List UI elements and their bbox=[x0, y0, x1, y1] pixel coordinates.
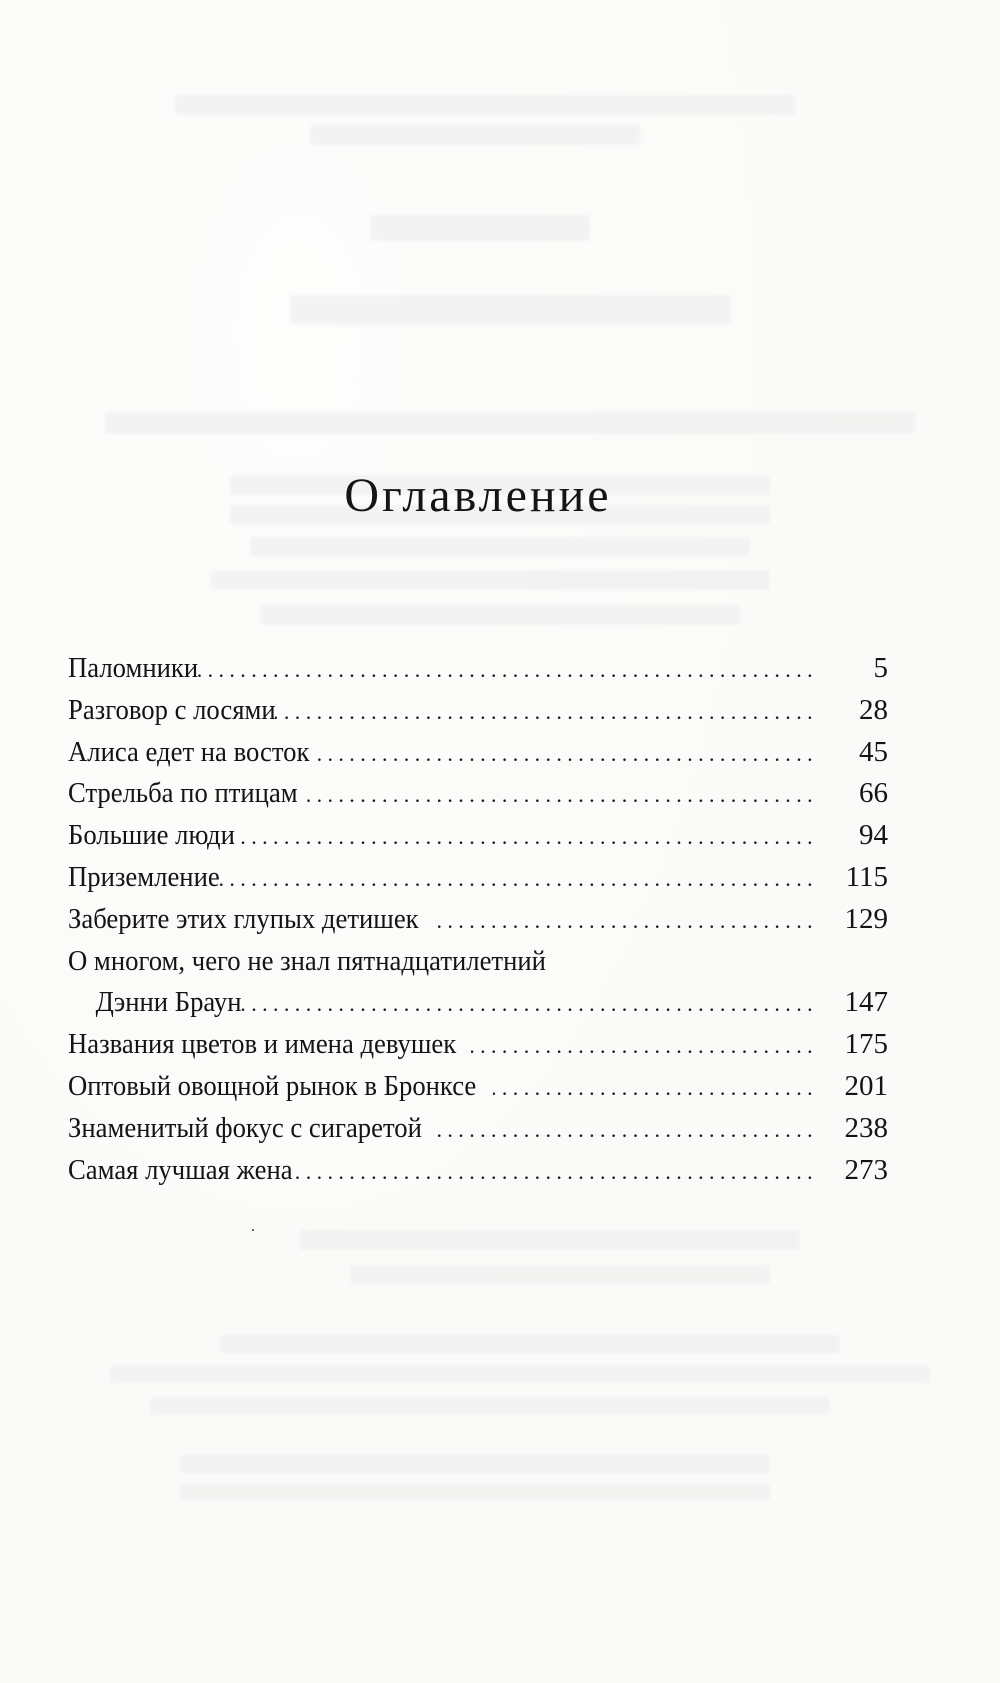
toc-entry-title: Большие люди bbox=[68, 819, 235, 852]
show-through bbox=[110, 1365, 930, 1383]
toc-entry-title: Знаменитый фокус с сигаретой bbox=[68, 1111, 422, 1144]
toc-entry[interactable] bbox=[68, 1150, 888, 1192]
toc-entry-page: 94 bbox=[859, 819, 888, 852]
show-through bbox=[210, 570, 770, 590]
toc-entry-page: 238 bbox=[844, 1111, 888, 1144]
show-through bbox=[260, 605, 740, 625]
show-through bbox=[180, 1483, 770, 1501]
show-through bbox=[250, 537, 750, 557]
show-through bbox=[180, 1455, 770, 1473]
dot-leader bbox=[231, 816, 818, 858]
show-through bbox=[310, 125, 640, 145]
toc-entry-continuation[interactable] bbox=[68, 982, 888, 1024]
toc-entry-page: 129 bbox=[844, 902, 888, 935]
toc-entry-page: 115 bbox=[845, 860, 888, 893]
show-through bbox=[350, 1265, 770, 1285]
show-through bbox=[105, 412, 915, 434]
toc-entry-page: 66 bbox=[859, 777, 888, 810]
show-through bbox=[220, 1335, 840, 1353]
toc-entry[interactable] bbox=[68, 732, 888, 774]
dot-leader bbox=[493, 1067, 818, 1109]
dot-leader bbox=[430, 900, 818, 942]
dot-leader bbox=[299, 774, 818, 816]
show-through bbox=[175, 95, 795, 115]
toc-entry-page: 5 bbox=[873, 652, 888, 684]
toc-entry[interactable] bbox=[68, 648, 888, 690]
toc-entry-page: 147 bbox=[844, 986, 888, 1019]
table-of-contents bbox=[68, 648, 888, 1191]
toc-entry[interactable] bbox=[68, 690, 888, 732]
toc-entry-page: 175 bbox=[844, 1028, 888, 1061]
toc-entry-title: Стрельба по птицам bbox=[68, 777, 298, 810]
toc-entry-page: 45 bbox=[859, 735, 888, 768]
toc-entry-first-line[interactable] bbox=[68, 941, 888, 983]
toc-entry-title: Разговор с лосями bbox=[68, 693, 276, 726]
show-through bbox=[150, 1397, 830, 1415]
show-through bbox=[370, 215, 590, 241]
toc-entry[interactable] bbox=[68, 1024, 888, 1066]
toc-entry-title: Названия цветов и имена девушек bbox=[68, 1028, 457, 1061]
toc-entry-page: 28 bbox=[859, 693, 888, 726]
toc-entry-page: 273 bbox=[844, 1153, 888, 1186]
toc-entry-title: Приземление bbox=[68, 860, 220, 893]
show-through bbox=[290, 295, 730, 325]
dot-leader bbox=[312, 733, 818, 775]
dot-leader bbox=[275, 691, 818, 733]
toc-entry[interactable] bbox=[68, 899, 888, 941]
dot-leader bbox=[191, 649, 818, 691]
toc-entry[interactable] bbox=[68, 1108, 888, 1150]
toc-entry-title: О многом, чего не знал пятнадцатилетний bbox=[68, 944, 546, 977]
dot-leader bbox=[293, 1151, 818, 1193]
paper-speck bbox=[252, 1229, 254, 1231]
toc-entry-page: 201 bbox=[844, 1069, 888, 1102]
toc-entry[interactable] bbox=[68, 773, 888, 815]
page-title: Оглавление bbox=[344, 469, 612, 523]
toc-entry-title: Паломники bbox=[68, 652, 199, 684]
dot-leader bbox=[471, 1025, 818, 1067]
toc-entry-title: Дэнни Браун bbox=[95, 986, 242, 1019]
toc-entry-title: Оптовый овощной рынок в Бронксе bbox=[68, 1069, 477, 1102]
toc-entry[interactable] bbox=[68, 1066, 888, 1108]
toc-entry[interactable] bbox=[68, 857, 888, 899]
toc-entry-title: Алиса едет на восток bbox=[68, 735, 310, 768]
toc-entry-title: Заберите этих глупых детишек bbox=[68, 902, 419, 935]
dot-leader bbox=[434, 1109, 818, 1151]
show-through bbox=[300, 1230, 800, 1250]
dot-leader bbox=[214, 858, 818, 900]
toc-entry-title: Самая лучшая жена bbox=[68, 1153, 293, 1186]
toc-entry[interactable] bbox=[68, 815, 888, 857]
dot-leader bbox=[238, 983, 818, 1025]
